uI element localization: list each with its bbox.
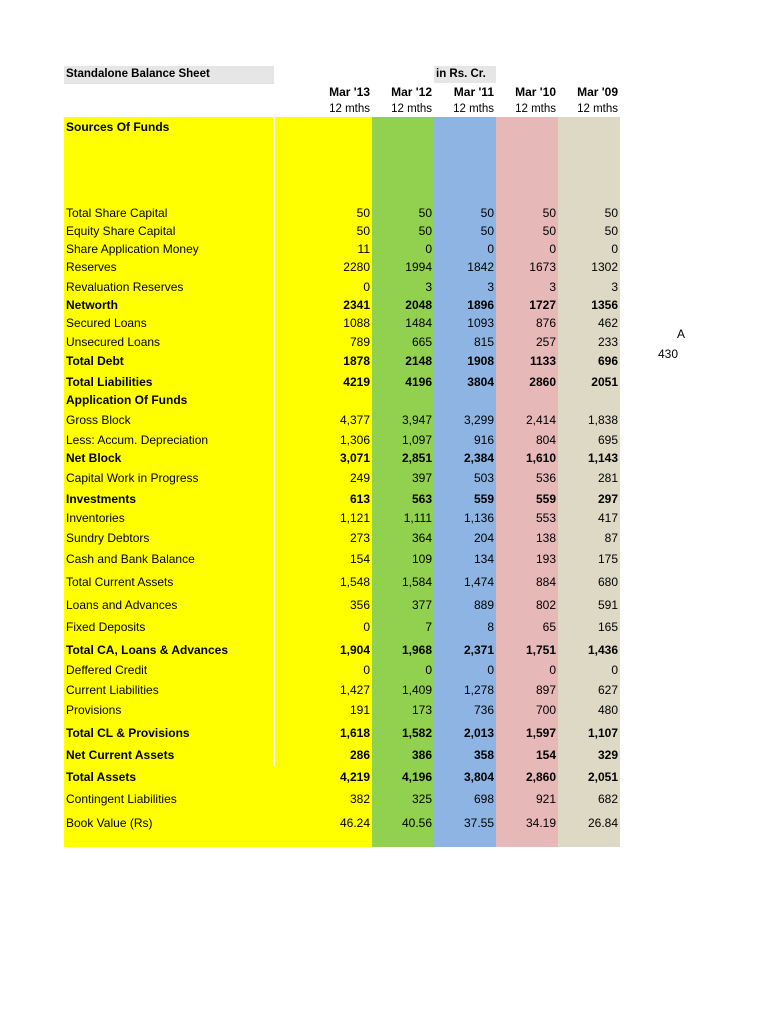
table-row	[64, 815, 620, 831]
value-cell[interactable]: 2,851	[401, 451, 432, 465]
value-cell[interactable]: 627	[597, 683, 618, 697]
value-cell[interactable]: 1896	[467, 298, 494, 312]
value-cell[interactable]: 175	[597, 552, 618, 566]
value-cell[interactable]: 382	[349, 792, 370, 806]
value-cell[interactable]: 2860	[529, 375, 556, 389]
table-row	[64, 491, 620, 507]
value-cell[interactable]: 2051	[591, 375, 618, 389]
value-cell[interactable]: 815	[473, 335, 494, 349]
value-cell[interactable]: 1878	[343, 354, 370, 368]
value-cell[interactable]: 1,548	[339, 575, 370, 589]
year-header[interactable]: Mar '09	[577, 85, 618, 99]
clipped-cell-text[interactable]: A	[677, 327, 686, 341]
table-row	[64, 223, 620, 239]
sheet-title[interactable]: Standalone Balance Sheet	[64, 66, 274, 83]
row-label[interactable]: Book Value (Rs)	[66, 816, 153, 830]
table-row	[64, 279, 620, 295]
value-cell[interactable]: 613	[349, 492, 370, 506]
value-cell[interactable]: 1,097	[401, 433, 432, 447]
value-cell[interactable]: 0	[611, 663, 618, 677]
value-cell[interactable]: 2,051	[587, 770, 618, 784]
year-header[interactable]: Mar '11	[453, 85, 494, 99]
value-cell[interactable]: 286	[349, 748, 370, 762]
value-cell[interactable]: 680	[597, 575, 618, 589]
row-label[interactable]: Share Application Money	[66, 242, 199, 256]
row-label[interactable]: Inventories	[66, 511, 125, 525]
table-row	[64, 450, 620, 466]
duration-header[interactable]: 12 mths	[453, 103, 494, 115]
row-label[interactable]: Contingent Liabilities	[66, 792, 177, 806]
value-cell[interactable]: 3	[487, 280, 494, 294]
row-label[interactable]: Less: Accum. Depreciation	[66, 433, 209, 447]
value-cell[interactable]: 2341	[343, 298, 370, 312]
value-cell[interactable]: 46.24	[339, 816, 370, 830]
value-cell[interactable]: 1,111	[403, 511, 432, 525]
value-cell[interactable]: 0	[487, 242, 494, 256]
table-row	[64, 297, 620, 313]
value-cell[interactable]: 2,013	[463, 726, 494, 740]
row-label[interactable]: Investments	[66, 492, 137, 506]
value-cell[interactable]: 559	[535, 492, 556, 506]
row-label[interactable]: Networth	[66, 298, 118, 312]
row-label[interactable]: Equity Share Capital	[66, 224, 176, 238]
value-cell[interactable]: 2,860	[525, 770, 556, 784]
value-cell[interactable]: 37.55	[463, 816, 494, 830]
table-row	[64, 642, 620, 658]
duration-header[interactable]: 12 mths	[515, 103, 556, 115]
row-label[interactable]: Total Debt	[66, 354, 124, 368]
value-cell[interactable]: 3	[611, 280, 618, 294]
value-cell[interactable]: 4219	[343, 375, 370, 389]
value-cell[interactable]: 1,597	[525, 726, 556, 740]
value-cell[interactable]: 1,436	[587, 643, 618, 657]
value-cell[interactable]: 876	[535, 316, 556, 330]
value-cell[interactable]: 3,947	[401, 413, 432, 427]
value-cell[interactable]: 2,384	[463, 451, 494, 465]
value-cell[interactable]: 1,121	[339, 511, 370, 525]
table-row	[64, 530, 620, 546]
value-cell[interactable]: 480	[597, 703, 618, 717]
row-label[interactable]: Gross Block	[66, 413, 131, 427]
value-cell[interactable]: 325	[411, 792, 432, 806]
duration-header[interactable]: 12 mths	[577, 103, 618, 115]
value-cell[interactable]: 109	[411, 552, 432, 566]
table-row	[64, 205, 620, 221]
row-label[interactable]: Total Liabilities	[66, 375, 153, 389]
value-cell[interactable]: 3804	[467, 375, 494, 389]
value-cell[interactable]: 1,618	[339, 726, 370, 740]
value-cell[interactable]: 87	[604, 531, 618, 545]
row-label[interactable]: Capital Work in Progress	[66, 471, 199, 485]
value-cell[interactable]: 1088	[343, 316, 370, 330]
value-cell[interactable]: 0	[487, 663, 494, 677]
row-label[interactable]: Net Current Assets	[66, 748, 175, 762]
value-cell[interactable]: 804	[535, 433, 556, 447]
value-cell[interactable]: 2148	[405, 354, 432, 368]
value-cell[interactable]: 897	[535, 683, 556, 697]
value-cell[interactable]: 1,474	[463, 575, 494, 589]
value-cell[interactable]: 921	[535, 792, 556, 806]
value-cell[interactable]: 1,751	[525, 643, 556, 657]
table-row	[64, 432, 620, 448]
table-row	[64, 574, 620, 590]
value-cell[interactable]: 3	[425, 280, 432, 294]
value-cell[interactable]: 1,427	[339, 683, 370, 697]
value-cell[interactable]: 273	[349, 531, 370, 545]
value-cell[interactable]: 50	[604, 206, 618, 220]
table-row	[64, 259, 620, 275]
value-cell[interactable]: 1,582	[401, 726, 432, 740]
value-cell[interactable]: 3,071	[339, 451, 370, 465]
table-row	[64, 374, 620, 390]
value-cell[interactable]: 3,299	[463, 413, 494, 427]
unit-label[interactable]: in Rs. Cr.	[434, 66, 496, 83]
row-label[interactable]: Reserves	[66, 260, 117, 274]
value-cell[interactable]: 682	[597, 792, 618, 806]
value-cell[interactable]: 11	[357, 242, 370, 256]
table-row	[64, 769, 620, 785]
value-cell[interactable]: 0	[611, 242, 618, 256]
table-row	[64, 747, 620, 763]
value-cell[interactable]: 1908	[467, 354, 494, 368]
value-cell[interactable]: 553	[535, 511, 556, 525]
value-cell[interactable]: 364	[411, 531, 432, 545]
table-row	[64, 315, 620, 331]
row-label[interactable]: Unsecured Loans	[66, 335, 161, 349]
value-cell[interactable]: 50	[418, 206, 432, 220]
value-cell[interactable]: 1,904	[339, 643, 370, 657]
value-cell[interactable]: 1,409	[401, 683, 432, 697]
value-cell[interactable]: 0	[549, 663, 556, 677]
row-label[interactable]: Secured Loans	[66, 316, 147, 330]
value-cell[interactable]: 329	[597, 748, 618, 762]
row-label[interactable]: Total Share Capital	[66, 206, 168, 220]
value-cell[interactable]: 2,371	[463, 643, 494, 657]
value-cell[interactable]: 884	[535, 575, 556, 589]
value-cell[interactable]: 165	[597, 620, 618, 634]
value-cell[interactable]: 695	[597, 433, 618, 447]
value-cell[interactable]: 1,584	[401, 575, 432, 589]
row-label[interactable]: Sundry Debtors	[66, 531, 150, 545]
value-cell[interactable]: 50	[542, 224, 556, 238]
value-cell[interactable]: 889	[473, 598, 494, 612]
value-cell[interactable]: 696	[597, 354, 618, 368]
value-cell[interactable]: 4,196	[401, 770, 432, 784]
table-row	[64, 334, 620, 350]
table-row	[64, 353, 620, 369]
table-row	[64, 119, 620, 135]
value-cell[interactable]: 1,968	[401, 643, 432, 657]
value-cell[interactable]: 377	[411, 598, 432, 612]
value-cell[interactable]: 50	[480, 224, 494, 238]
value-cell[interactable]: 26.84	[587, 816, 618, 830]
value-cell[interactable]: 462	[597, 316, 618, 330]
value-cell[interactable]: 4,219	[339, 770, 370, 784]
row-label[interactable]: Fixed Deposits	[66, 620, 146, 634]
value-cell[interactable]: 916	[473, 433, 494, 447]
value-cell[interactable]: 356	[349, 598, 370, 612]
value-cell[interactable]: 4,377	[339, 413, 370, 427]
table-row	[64, 551, 620, 567]
table-row	[64, 510, 620, 526]
value-cell[interactable]: 1994	[405, 260, 432, 274]
table-row	[64, 392, 620, 408]
value-cell[interactable]: 665	[411, 335, 432, 349]
row-label[interactable]: Loans and Advances	[66, 598, 178, 612]
year-header[interactable]: Mar '12	[391, 85, 432, 99]
value-cell[interactable]: 204	[473, 531, 494, 545]
value-cell[interactable]: 134	[473, 552, 494, 566]
value-cell[interactable]: 1673	[529, 260, 556, 274]
table-row	[64, 791, 620, 807]
row-label[interactable]: Deffered Credit	[66, 663, 148, 677]
value-cell[interactable]: 34.19	[525, 816, 556, 830]
value-cell[interactable]: 50	[418, 224, 432, 238]
value-cell[interactable]: 1302	[591, 260, 618, 274]
value-cell[interactable]: 1842	[467, 260, 494, 274]
value-cell[interactable]: 7	[425, 620, 432, 634]
row-label[interactable]: Application Of Funds	[66, 393, 188, 407]
value-cell[interactable]: 802	[535, 598, 556, 612]
value-cell[interactable]: 1,838	[587, 413, 618, 427]
table-row	[64, 662, 620, 678]
value-cell[interactable]: 154	[349, 552, 370, 566]
value-cell[interactable]: 1,306	[339, 433, 370, 447]
value-cell[interactable]: 4196	[405, 375, 432, 389]
value-cell[interactable]: 417	[597, 511, 618, 525]
value-cell[interactable]: 50	[356, 206, 370, 220]
sheet-header	[64, 66, 620, 117]
value-cell[interactable]: 0	[425, 663, 432, 677]
value-cell[interactable]: 3	[549, 280, 556, 294]
value-cell[interactable]: 591	[597, 598, 618, 612]
value-cell[interactable]: 40.56	[401, 816, 432, 830]
value-cell[interactable]: 0	[549, 242, 556, 256]
value-cell[interactable]: 193	[535, 552, 556, 566]
value-cell[interactable]: 2048	[405, 298, 432, 312]
table-row	[64, 725, 620, 741]
value-cell[interactable]: 3,804	[463, 770, 494, 784]
value-cell[interactable]: 233	[597, 335, 618, 349]
value-cell[interactable]: 1356	[591, 298, 618, 312]
value-cell[interactable]: 0	[363, 663, 370, 677]
row-label[interactable]: Current Liabilities	[66, 683, 159, 697]
table-row	[64, 241, 620, 257]
value-cell[interactable]: 257	[535, 335, 556, 349]
value-cell[interactable]: 8	[487, 620, 494, 634]
row-label[interactable]: Revaluation Reserves	[66, 280, 184, 294]
value-cell[interactable]: 249	[349, 471, 370, 485]
clipped-cell-number[interactable]: 430	[658, 347, 679, 361]
value-cell[interactable]: 789	[349, 335, 370, 349]
row-label[interactable]: Provisions	[66, 703, 122, 717]
table-row	[64, 412, 620, 428]
value-cell[interactable]: 50	[604, 224, 618, 238]
table-row	[64, 702, 620, 718]
value-cell[interactable]: 563	[411, 492, 432, 506]
value-cell[interactable]: 50	[542, 206, 556, 220]
duration-header[interactable]: 12 mths	[329, 103, 370, 115]
value-cell[interactable]: 397	[411, 471, 432, 485]
value-cell[interactable]: 559	[473, 492, 494, 506]
value-cell[interactable]: 173	[411, 703, 432, 717]
value-cell[interactable]: 536	[535, 471, 556, 485]
value-cell[interactable]: 1484	[405, 316, 432, 330]
table-row	[64, 682, 620, 698]
table-row	[64, 470, 620, 486]
value-cell[interactable]: 700	[535, 703, 556, 717]
table-row	[64, 597, 620, 613]
value-cell[interactable]: 503	[473, 471, 494, 485]
value-cell[interactable]: 0	[363, 620, 370, 634]
value-cell[interactable]: 50	[356, 224, 370, 238]
value-cell[interactable]: 191	[349, 703, 370, 717]
row-label[interactable]: Total CL & Provisions	[66, 726, 190, 740]
value-cell[interactable]: 736	[473, 703, 494, 717]
value-cell[interactable]: 1,136	[463, 511, 494, 525]
year-header[interactable]: Mar '13	[329, 85, 370, 99]
value-cell[interactable]: 281	[597, 471, 618, 485]
value-cell[interactable]: 698	[473, 792, 494, 806]
value-cell[interactable]: 1,610	[525, 451, 556, 465]
value-cell[interactable]: 2280	[343, 260, 370, 274]
value-cell[interactable]: 1,107	[587, 726, 618, 740]
row-label[interactable]: Sources Of Funds	[66, 120, 170, 134]
table-row	[64, 619, 620, 635]
value-cell[interactable]: 138	[535, 531, 556, 545]
year-header[interactable]: Mar '10	[515, 85, 556, 99]
value-cell[interactable]: 1727	[529, 298, 556, 312]
value-cell[interactable]: 386	[411, 748, 432, 762]
value-cell[interactable]: 1133	[529, 354, 556, 368]
row-label[interactable]: Total CA, Loans & Advances	[66, 643, 229, 657]
value-cell[interactable]: 0	[363, 280, 370, 294]
row-label[interactable]: Total Assets	[66, 770, 137, 784]
value-cell[interactable]: 154	[535, 748, 556, 762]
value-cell[interactable]: 1,143	[587, 451, 618, 465]
row-label[interactable]: Cash and Bank Balance	[66, 552, 195, 566]
value-cell[interactable]: 1,278	[463, 683, 494, 697]
value-cell[interactable]: 50	[480, 206, 494, 220]
value-cell[interactable]: 0	[425, 242, 432, 256]
value-cell[interactable]: 65	[542, 620, 556, 634]
header-blank-cell[interactable]	[64, 83, 274, 117]
row-label[interactable]: Net Block	[66, 451, 122, 465]
row-label[interactable]: Total Current Assets	[66, 575, 174, 589]
duration-header[interactable]: 12 mths	[391, 103, 432, 115]
value-cell[interactable]: 2,414	[525, 413, 556, 427]
value-cell[interactable]: 358	[473, 748, 494, 762]
value-cell[interactable]: 297	[597, 492, 618, 506]
value-cell[interactable]: 1093	[467, 316, 494, 330]
